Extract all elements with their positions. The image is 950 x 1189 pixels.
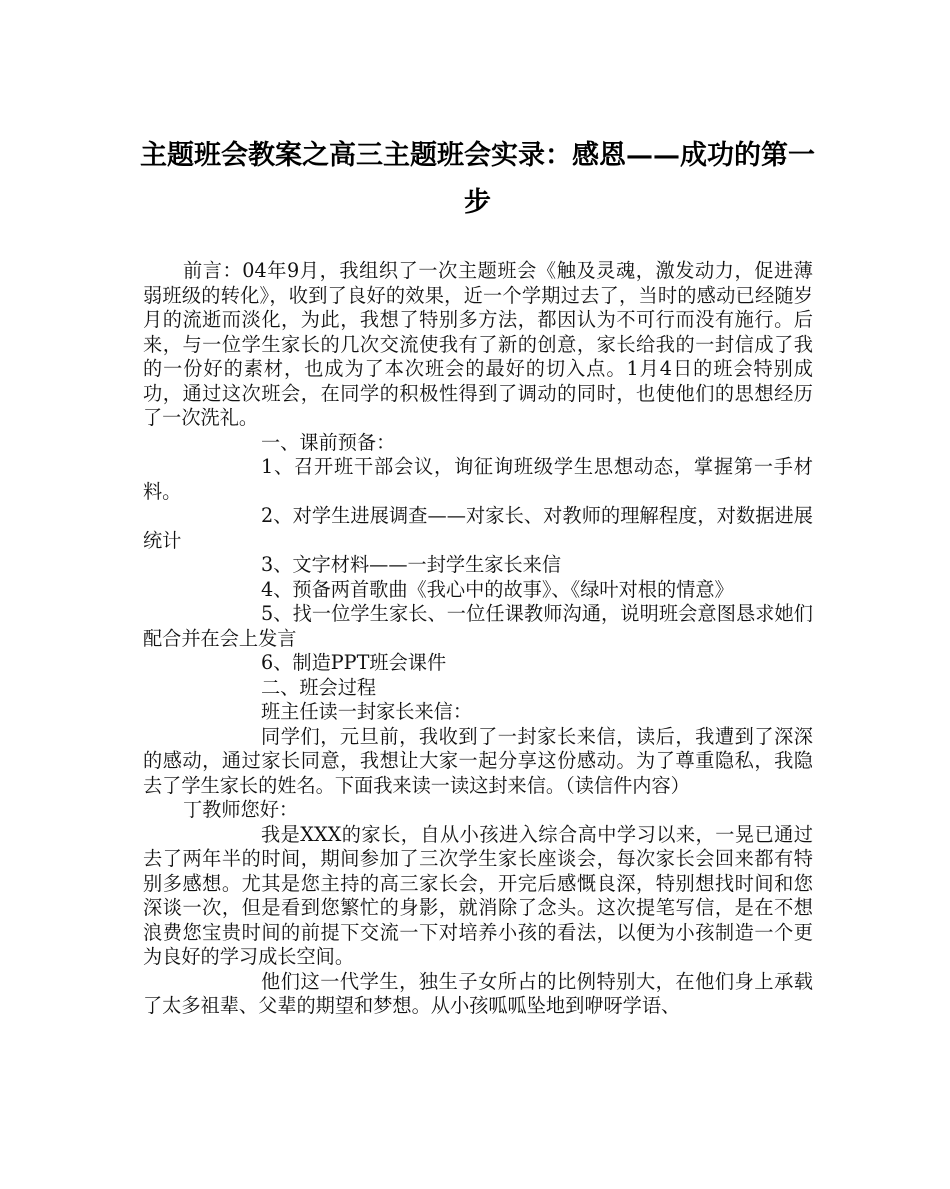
paragraph: 5、找一位学生家长、一位任课教师沟通，说明班会意图恳求她们配合并在会上发言 [143, 602, 813, 650]
paragraph: 丁教师您好： [183, 798, 299, 821]
paragraph: 3、文字材料——一封学生家长来信 [261, 553, 562, 576]
paragraph: 6、制造PPT班会课件 [261, 651, 447, 674]
paragraph: 一、课前预备： [261, 430, 396, 454]
paragraph: 4、预备两首歌曲《我心中的故事》、《绿叶对根的情意》 [261, 577, 734, 601]
paragraph: 二、班会过程 [261, 675, 377, 699]
document-body [143, 259, 813, 1019]
paragraph: 班主任读一封家长来信： [261, 700, 473, 723]
paragraph: 我是XXX的家长，自从小孩进入综合高中学习以来，一晃已通过去了两年半的时间，期间参加了三次学生家长座谈会，每次家长会回来都有特别多感想。尤其是您主持的高三家长会，开完后感慨良深，特别想找时间和您深谈一次，但是看到您繁忙的身影，就消除了念头。这次提笔写信，是在不想浪费您宝贵时间的前提下交流一下对培养小孩的看法，以便为小孩制造一个更为良好的学习成长空间。 [143, 822, 813, 968]
document-title: 主题班会教案之高三主题班会实录：感恩——成功的第一步 [140, 140, 815, 218]
paragraph: 前言：04年9月，我组织了一次主题班会《触及灵魂，激发动力，促进薄弱班级的转化》，收到了良好的效果，近一个学期过去了，当时的感动已经随岁月的流逝而淡化，为此，我想了特别多方法，都因认为不可行而没有施行。后来，与一位学生家长的几次交流使我有了新的创意，家长给我的一封信成了我的一份好的素材，也成为了本次班会的最好的切入点。1月4日的班会特别成功，通过这次班会，在同学的积极性得到了调动的同时，也使他们的思想经历了一次洗礼。 [143, 259, 813, 429]
paragraph: 2、对学生进展调查——对家长、对教师的理解程度，对数据进展统计 [143, 504, 813, 552]
paragraph: 1、召开班干部会议，询征询班级学生思想动态，掌握第一手材料。 [143, 455, 813, 503]
paragraph: 同学们，元旦前，我收到了一封家长来信，读后，我遭到了深深的感动，通过家长同意，我想让大家一起分享这份感动。为了尊重隐私，我隐去了学生家长的姓名。下面我来读一读这封来信。（读信件内容） [143, 724, 813, 797]
paragraph: 他们这一代学生，独生子女所占的比例特别大，在他们身上承载了太多祖辈、父辈的期望和梦想。从小孩呱呱坠地到咿呀学语、 [143, 969, 813, 1017]
